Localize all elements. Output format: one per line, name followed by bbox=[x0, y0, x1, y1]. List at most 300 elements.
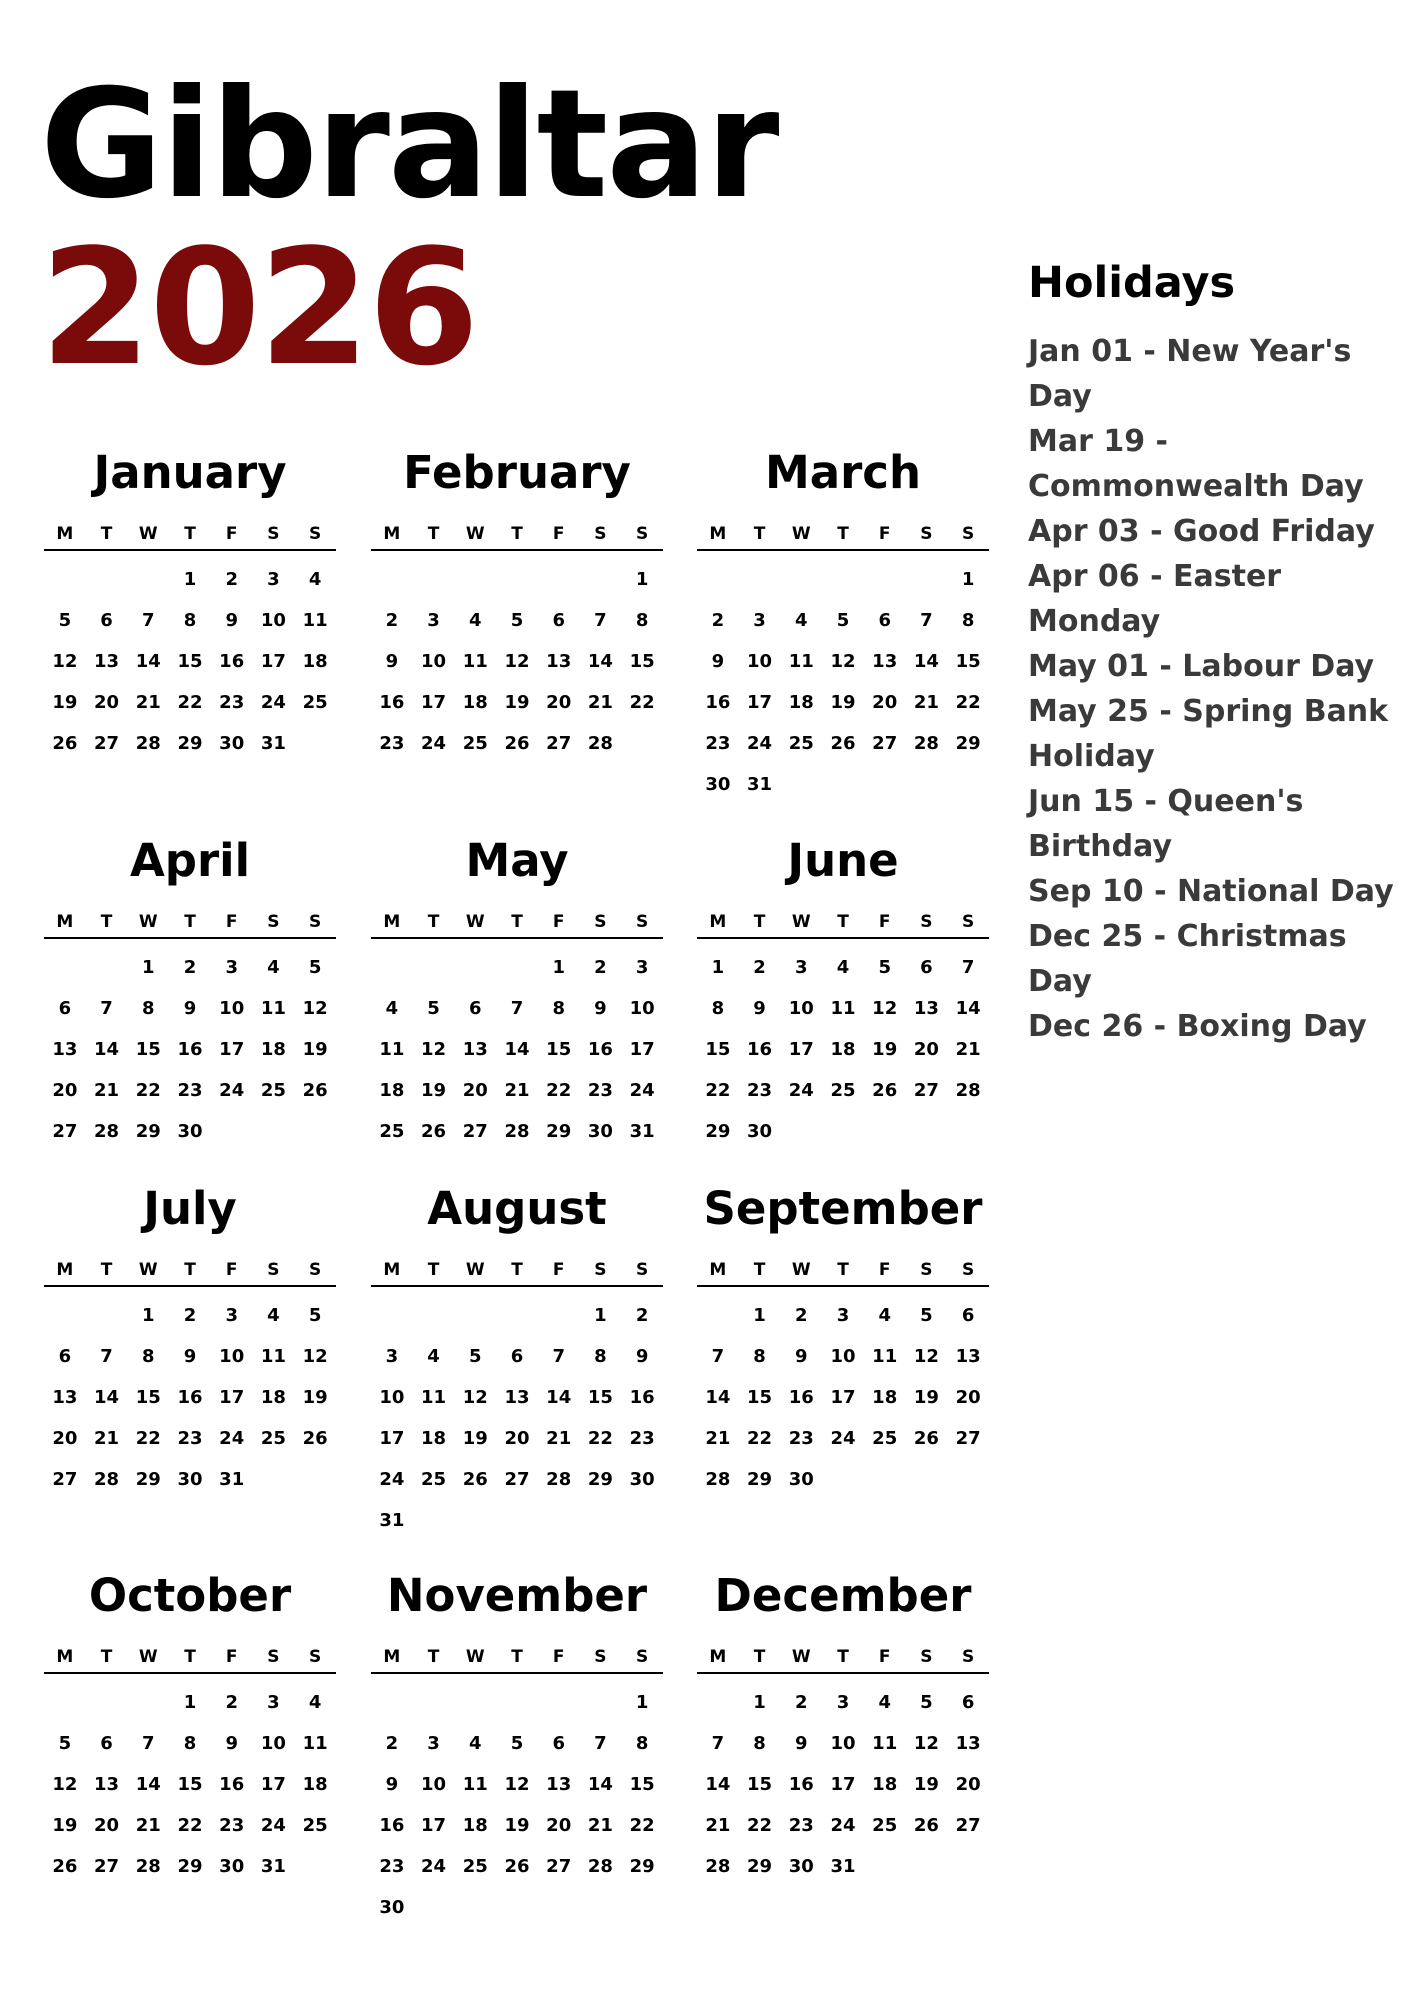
day-cell: 20 bbox=[913, 1039, 939, 1060]
day-cell: 10 bbox=[629, 998, 655, 1019]
day-cell: 19 bbox=[302, 1387, 328, 1408]
day-cell: 16 bbox=[788, 1387, 814, 1408]
day-cell: 9 bbox=[225, 1733, 238, 1754]
weekday-label: S bbox=[636, 524, 649, 544]
day-cell: 2 bbox=[225, 569, 238, 590]
day-cell: 11 bbox=[302, 1733, 328, 1754]
weekday-label: T bbox=[753, 524, 766, 544]
day-cell: 17 bbox=[830, 1387, 856, 1408]
day-grid bbox=[44, 1295, 336, 1500]
day-cell: 9 bbox=[711, 651, 725, 672]
month-november bbox=[371, 1571, 663, 1928]
day-cell: 6 bbox=[552, 1733, 565, 1754]
day-cell: 28 bbox=[94, 1121, 120, 1142]
day-cell: 1 bbox=[594, 1305, 607, 1326]
day-cell: 2 bbox=[594, 957, 607, 978]
weekday-label: M bbox=[56, 524, 74, 544]
day-cell: 21 bbox=[913, 692, 939, 713]
day-cell: 23 bbox=[705, 733, 731, 754]
day-cell: 26 bbox=[872, 1080, 898, 1101]
day-cell: 10 bbox=[830, 1346, 856, 1367]
weekday-label: F bbox=[225, 912, 238, 932]
day-cell: 16 bbox=[177, 1387, 203, 1408]
day-cell: 13 bbox=[52, 1387, 78, 1408]
weekday-label: F bbox=[225, 1647, 238, 1667]
day-cell: 14 bbox=[94, 1387, 120, 1408]
day-cell: 9 bbox=[753, 998, 766, 1019]
day-cell: 5 bbox=[878, 957, 891, 978]
day-cell: 9 bbox=[594, 998, 607, 1019]
weekday-label: T bbox=[427, 1647, 440, 1667]
day-cell: 16 bbox=[219, 651, 245, 672]
day-grid bbox=[371, 1295, 663, 1541]
day-cell: 16 bbox=[379, 1815, 405, 1836]
weekday-header bbox=[371, 1255, 663, 1287]
day-cell: 26 bbox=[421, 1121, 447, 1142]
day-cell: 21 bbox=[587, 1815, 613, 1836]
holidays-title: Holidays bbox=[1028, 258, 1236, 308]
day-cell: 4 bbox=[308, 569, 322, 590]
weekday-label: T bbox=[100, 1260, 113, 1280]
day-cell: 14 bbox=[587, 1774, 613, 1795]
weekday-label: W bbox=[465, 1647, 485, 1667]
day-cell: 13 bbox=[94, 651, 120, 672]
day-cell: 11 bbox=[260, 1346, 286, 1367]
day-cell: 31 bbox=[629, 1121, 655, 1142]
day-cell: 6 bbox=[100, 1733, 113, 1754]
day-cell: 11 bbox=[872, 1733, 898, 1754]
day-cell: 19 bbox=[52, 1815, 78, 1836]
day-cell: 19 bbox=[913, 1774, 939, 1795]
weekday-label: M bbox=[383, 912, 401, 932]
day-cell: 30 bbox=[587, 1121, 613, 1142]
weekday-label: F bbox=[552, 912, 565, 932]
day-cell: 30 bbox=[219, 1856, 245, 1877]
day-cell: 6 bbox=[58, 998, 72, 1019]
day-cell: 29 bbox=[747, 1469, 773, 1490]
day-cell: 16 bbox=[788, 1774, 814, 1795]
day-cell: 16 bbox=[177, 1039, 203, 1060]
day-cell: 27 bbox=[955, 1428, 981, 1449]
day-cell: 25 bbox=[788, 733, 814, 754]
day-cell: 30 bbox=[629, 1469, 655, 1490]
day-grid bbox=[44, 559, 336, 764]
weekday-label: T bbox=[184, 524, 196, 544]
weekday-label: T bbox=[511, 524, 523, 544]
day-cell: 25 bbox=[421, 1469, 447, 1490]
day-cell: 25 bbox=[830, 1080, 856, 1101]
day-cell: 24 bbox=[219, 1428, 245, 1449]
day-cell: 28 bbox=[705, 1469, 731, 1490]
weekday-label: M bbox=[56, 1260, 74, 1280]
day-cell: 24 bbox=[629, 1080, 655, 1101]
day-cell: 15 bbox=[177, 651, 203, 672]
day-cell: 18 bbox=[462, 692, 488, 713]
weekday-label: S bbox=[309, 1647, 322, 1667]
weekday-label: F bbox=[225, 524, 238, 544]
month-july bbox=[44, 1184, 336, 1500]
weekday-label: W bbox=[138, 912, 158, 932]
day-cell: 13 bbox=[546, 651, 572, 672]
day-cell: 13 bbox=[94, 1774, 120, 1795]
day-cell: 3 bbox=[836, 1305, 850, 1326]
day-cell: 25 bbox=[260, 1428, 286, 1449]
day-cell: 8 bbox=[183, 1733, 197, 1754]
day-cell: 8 bbox=[142, 1346, 155, 1367]
day-cell: 7 bbox=[142, 610, 155, 631]
weekday-label: T bbox=[427, 524, 440, 544]
day-cell: 16 bbox=[379, 692, 405, 713]
holidays-panel bbox=[1028, 255, 1408, 1049]
day-cell: 26 bbox=[52, 1856, 78, 1877]
weekday-label: S bbox=[267, 1260, 280, 1280]
holiday-item: Dec 26 - Boxing Day bbox=[1028, 1009, 1367, 1044]
day-cell: 12 bbox=[913, 1733, 939, 1754]
day-cell: 23 bbox=[177, 1080, 203, 1101]
day-cell: 20 bbox=[546, 692, 572, 713]
weekday-label: M bbox=[56, 912, 74, 932]
day-cell: 24 bbox=[788, 1080, 814, 1101]
day-grid bbox=[697, 1295, 989, 1500]
day-cell: 5 bbox=[510, 610, 524, 631]
day-cell: 16 bbox=[219, 1774, 245, 1795]
day-cell: 19 bbox=[913, 1387, 939, 1408]
day-cell: 29 bbox=[747, 1856, 773, 1877]
day-cell: 3 bbox=[427, 610, 440, 631]
day-cell: 3 bbox=[267, 1692, 280, 1713]
day-cell: 18 bbox=[872, 1387, 898, 1408]
day-cell: 31 bbox=[830, 1856, 856, 1877]
month-name: December bbox=[714, 1569, 972, 1622]
day-cell: 28 bbox=[587, 1856, 613, 1877]
day-cell: 31 bbox=[260, 733, 286, 754]
day-cell: 12 bbox=[302, 998, 328, 1019]
weekday-label: T bbox=[837, 1647, 849, 1667]
day-cell: 14 bbox=[705, 1774, 731, 1795]
day-cell: 25 bbox=[260, 1080, 286, 1101]
day-cell: 10 bbox=[788, 998, 814, 1019]
day-cell: 30 bbox=[705, 774, 731, 795]
day-cell: 1 bbox=[142, 957, 155, 978]
day-cell: 17 bbox=[629, 1039, 655, 1060]
day-cell: 15 bbox=[747, 1387, 773, 1408]
month-name: June bbox=[787, 834, 899, 887]
day-cell: 28 bbox=[504, 1121, 530, 1142]
day-cell: 16 bbox=[629, 1387, 655, 1408]
day-cell: 20 bbox=[872, 692, 898, 713]
weekday-label: T bbox=[184, 1260, 196, 1280]
day-cell: 18 bbox=[302, 651, 328, 672]
day-cell: 1 bbox=[142, 1305, 155, 1326]
day-cell: 17 bbox=[260, 651, 286, 672]
day-cell: 24 bbox=[421, 1856, 447, 1877]
day-cell: 26 bbox=[462, 1469, 488, 1490]
day-cell: 23 bbox=[747, 1080, 773, 1101]
holiday-list bbox=[1028, 329, 1408, 1049]
month-name: April bbox=[129, 834, 251, 887]
day-cell: 3 bbox=[225, 957, 238, 978]
weekday-label: S bbox=[962, 1647, 975, 1667]
day-cell: 9 bbox=[635, 1346, 649, 1367]
month-name: May bbox=[465, 834, 569, 887]
day-cell: 27 bbox=[94, 1856, 120, 1877]
day-cell: 15 bbox=[629, 651, 655, 672]
month-name: January bbox=[93, 446, 287, 499]
day-cell: 29 bbox=[629, 1856, 655, 1877]
day-cell: 14 bbox=[135, 651, 161, 672]
day-cell: 24 bbox=[830, 1428, 856, 1449]
day-cell: 6 bbox=[961, 1692, 975, 1713]
day-cell: 8 bbox=[142, 998, 155, 1019]
day-cell: 18 bbox=[872, 1774, 898, 1795]
day-cell: 28 bbox=[705, 1856, 731, 1877]
day-cell: 4 bbox=[795, 610, 808, 631]
day-cell: 2 bbox=[183, 957, 197, 978]
day-cell: 11 bbox=[830, 998, 856, 1019]
day-cell: 21 bbox=[94, 1080, 120, 1101]
day-cell: 1 bbox=[961, 569, 975, 590]
day-cell: 9 bbox=[795, 1346, 808, 1367]
day-cell: 1 bbox=[183, 569, 197, 590]
day-cell: 14 bbox=[913, 651, 939, 672]
day-cell: 17 bbox=[219, 1387, 245, 1408]
day-cell: 6 bbox=[469, 998, 482, 1019]
day-cell: 7 bbox=[552, 1346, 565, 1367]
weekday-label: T bbox=[837, 912, 849, 932]
day-cell: 22 bbox=[135, 1080, 161, 1101]
month-april bbox=[44, 836, 336, 1152]
day-cell: 23 bbox=[379, 733, 405, 754]
day-grid bbox=[371, 559, 663, 764]
day-cell: 24 bbox=[219, 1080, 245, 1101]
day-cell: 5 bbox=[308, 957, 322, 978]
day-cell: 26 bbox=[302, 1428, 328, 1449]
day-cell: 15 bbox=[747, 1774, 773, 1795]
weekday-label: M bbox=[383, 1260, 401, 1280]
day-cell: 13 bbox=[546, 1774, 572, 1795]
day-grid bbox=[697, 947, 989, 1152]
weekday-header bbox=[44, 1255, 336, 1287]
day-cell: 21 bbox=[955, 1039, 981, 1060]
day-cell: 12 bbox=[872, 998, 898, 1019]
month-october bbox=[44, 1571, 336, 1887]
month-december bbox=[697, 1571, 989, 1887]
weekday-label: F bbox=[878, 1647, 891, 1667]
day-cell: 28 bbox=[135, 1856, 161, 1877]
day-cell: 14 bbox=[705, 1387, 731, 1408]
day-cell: 27 bbox=[872, 733, 898, 754]
weekday-label: T bbox=[753, 912, 766, 932]
day-cell: 2 bbox=[711, 610, 725, 631]
day-cell: 1 bbox=[183, 1692, 197, 1713]
day-cell: 18 bbox=[260, 1387, 286, 1408]
day-cell: 10 bbox=[421, 651, 447, 672]
day-cell: 2 bbox=[385, 1733, 399, 1754]
day-cell: 29 bbox=[177, 1856, 203, 1877]
day-cell: 25 bbox=[379, 1121, 405, 1142]
day-cell: 24 bbox=[260, 692, 286, 713]
day-cell: 10 bbox=[421, 1774, 447, 1795]
month-name: November bbox=[386, 1569, 648, 1622]
day-cell: 3 bbox=[267, 569, 280, 590]
day-cell: 21 bbox=[135, 1815, 161, 1836]
weekday-header bbox=[44, 907, 336, 939]
day-cell: 3 bbox=[795, 957, 808, 978]
holiday-item: Jun 15 - Queen's Birthday bbox=[1028, 784, 1304, 864]
day-cell: 18 bbox=[302, 1774, 328, 1795]
day-cell: 6 bbox=[58, 1346, 72, 1367]
day-cell: 2 bbox=[795, 1692, 808, 1713]
day-cell: 8 bbox=[635, 610, 649, 631]
weekday-label: F bbox=[552, 1647, 565, 1667]
weekday-label: S bbox=[594, 1647, 607, 1667]
day-cell: 27 bbox=[462, 1121, 488, 1142]
month-june bbox=[697, 836, 989, 1152]
day-cell: 14 bbox=[94, 1039, 120, 1060]
day-cell: 24 bbox=[421, 733, 447, 754]
weekday-header bbox=[697, 907, 989, 939]
day-cell: 15 bbox=[587, 1387, 613, 1408]
day-cell: 29 bbox=[177, 733, 203, 754]
weekday-label: W bbox=[791, 1260, 811, 1280]
month-may bbox=[371, 836, 663, 1152]
day-cell: 28 bbox=[587, 733, 613, 754]
day-grid bbox=[697, 1682, 989, 1887]
day-cell: 24 bbox=[830, 1815, 856, 1836]
day-cell: 21 bbox=[135, 692, 161, 713]
weekday-label: S bbox=[920, 912, 933, 932]
day-cell: 17 bbox=[830, 1774, 856, 1795]
day-cell: 31 bbox=[219, 1469, 245, 1490]
day-cell: 29 bbox=[705, 1121, 731, 1142]
day-cell: 29 bbox=[955, 733, 981, 754]
day-cell: 5 bbox=[469, 1346, 482, 1367]
day-cell: 8 bbox=[635, 1733, 649, 1754]
day-cell: 19 bbox=[421, 1080, 447, 1101]
day-cell: 22 bbox=[177, 692, 203, 713]
day-cell: 2 bbox=[753, 957, 766, 978]
day-cell: 24 bbox=[379, 1469, 405, 1490]
weekday-label: S bbox=[962, 912, 975, 932]
day-cell: 10 bbox=[379, 1387, 405, 1408]
weekday-label: S bbox=[962, 524, 975, 544]
day-cell: 12 bbox=[913, 1346, 939, 1367]
day-cell: 25 bbox=[302, 1815, 328, 1836]
day-cell: 15 bbox=[546, 1039, 572, 1060]
day-cell: 10 bbox=[830, 1733, 856, 1754]
weekday-header bbox=[697, 1642, 989, 1674]
weekday-header bbox=[371, 519, 663, 551]
holiday-item: Apr 03 - Good Friday bbox=[1028, 514, 1375, 549]
day-cell: 20 bbox=[94, 1815, 120, 1836]
day-cell: 23 bbox=[587, 1080, 613, 1101]
day-cell: 27 bbox=[504, 1469, 530, 1490]
day-cell: 13 bbox=[955, 1733, 981, 1754]
day-cell: 7 bbox=[510, 998, 524, 1019]
month-name: March bbox=[764, 446, 922, 499]
day-cell: 8 bbox=[753, 1733, 766, 1754]
day-cell: 13 bbox=[52, 1039, 78, 1060]
day-cell: 21 bbox=[587, 692, 613, 713]
day-cell: 19 bbox=[302, 1039, 328, 1060]
weekday-label: S bbox=[309, 912, 322, 932]
day-cell: 25 bbox=[462, 1856, 488, 1877]
weekday-label: T bbox=[753, 1260, 766, 1280]
weekday-label: S bbox=[962, 1260, 975, 1280]
day-cell: 25 bbox=[462, 733, 488, 754]
day-cell: 26 bbox=[913, 1815, 939, 1836]
day-cell: 11 bbox=[788, 651, 814, 672]
day-cell: 4 bbox=[469, 1733, 482, 1754]
day-cell: 22 bbox=[177, 1815, 203, 1836]
day-cell: 8 bbox=[961, 610, 975, 631]
day-cell: 29 bbox=[135, 1469, 161, 1490]
day-cell: 2 bbox=[635, 1305, 649, 1326]
month-name: October bbox=[88, 1569, 292, 1622]
day-cell: 11 bbox=[379, 1039, 405, 1060]
day-cell: 9 bbox=[183, 1346, 197, 1367]
day-cell: 7 bbox=[961, 957, 975, 978]
holiday-item: Mar 19 - Commonwealth Day bbox=[1028, 424, 1364, 504]
day-cell: 9 bbox=[795, 1733, 808, 1754]
weekday-label: S bbox=[636, 912, 649, 932]
day-cell: 15 bbox=[177, 1774, 203, 1795]
day-cell: 15 bbox=[135, 1039, 161, 1060]
day-cell: 18 bbox=[830, 1039, 856, 1060]
day-cell: 16 bbox=[705, 692, 731, 713]
day-cell: 22 bbox=[629, 692, 655, 713]
day-cell: 1 bbox=[753, 1692, 766, 1713]
day-cell: 11 bbox=[872, 1346, 898, 1367]
day-cell: 30 bbox=[747, 1121, 773, 1142]
day-cell: 3 bbox=[753, 610, 766, 631]
weekday-label: S bbox=[594, 912, 607, 932]
day-cell: 28 bbox=[135, 733, 161, 754]
day-cell: 6 bbox=[878, 610, 891, 631]
day-cell: 25 bbox=[302, 692, 328, 713]
day-cell: 1 bbox=[635, 1692, 649, 1713]
day-cell: 7 bbox=[594, 1733, 607, 1754]
day-cell: 11 bbox=[462, 651, 488, 672]
day-cell: 4 bbox=[878, 1692, 891, 1713]
weekday-label: M bbox=[709, 524, 727, 544]
day-cell: 4 bbox=[267, 957, 280, 978]
day-cell: 19 bbox=[52, 692, 78, 713]
day-cell: 27 bbox=[913, 1080, 939, 1101]
day-cell: 17 bbox=[747, 692, 773, 713]
weekday-label: M bbox=[56, 1647, 74, 1667]
weekday-label: T bbox=[837, 524, 849, 544]
weekday-label: T bbox=[837, 1260, 849, 1280]
day-cell: 23 bbox=[219, 692, 245, 713]
day-cell: 19 bbox=[504, 1815, 530, 1836]
day-grid bbox=[697, 559, 989, 805]
day-cell: 18 bbox=[788, 692, 814, 713]
day-cell: 30 bbox=[788, 1856, 814, 1877]
day-cell: 3 bbox=[225, 1305, 238, 1326]
day-cell: 15 bbox=[135, 1387, 161, 1408]
day-cell: 26 bbox=[830, 733, 856, 754]
day-cell: 4 bbox=[267, 1305, 280, 1326]
day-cell: 6 bbox=[920, 957, 933, 978]
day-cell: 11 bbox=[260, 998, 286, 1019]
day-cell: 31 bbox=[379, 1510, 405, 1531]
day-cell: 5 bbox=[836, 610, 850, 631]
day-cell: 22 bbox=[747, 1428, 773, 1449]
day-cell: 19 bbox=[872, 1039, 898, 1060]
weekday-header bbox=[44, 519, 336, 551]
day-cell: 2 bbox=[225, 1692, 238, 1713]
